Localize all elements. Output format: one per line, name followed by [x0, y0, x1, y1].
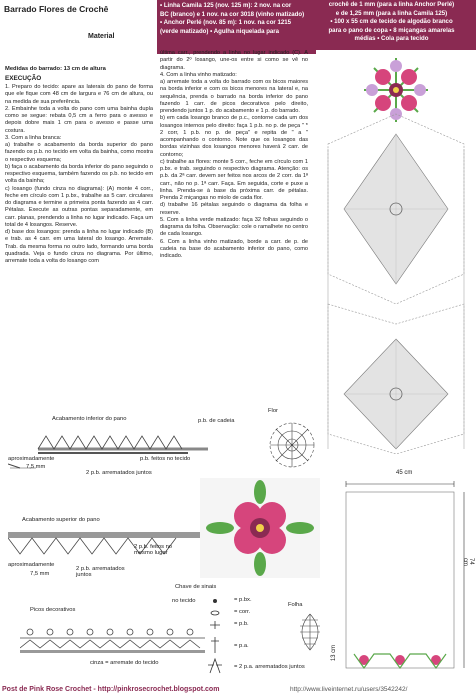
paragraph: 2. Embainhe toda a volta do pano com uma bainha dupla como se segue: rebata 0,5 cm a ferro para o avesso e depois dobre mais 1 cm para o avesso e passe uma costura. [5, 105, 153, 134]
picos-diagram [20, 618, 210, 658]
flower-label: Flor [268, 408, 278, 414]
material-heading: Material [88, 33, 115, 40]
key-item: = p.bx. [234, 597, 252, 603]
dimension-label: 7,5 mm [26, 464, 46, 470]
width-dimension: 45 cm [396, 470, 413, 476]
approx-label: aproximadamente [8, 562, 55, 568]
materials-line: • Anchor Perlé (nov. 85 m): 1 nov. na cor 1215 [160, 19, 292, 27]
measurements-label: Medidas do barrado: 13 cm de altura [5, 66, 106, 72]
height-dimension: 74 cm [462, 558, 474, 566]
materials-line: médias • Cola para tecido [354, 35, 429, 43]
paragraph: a) trabalhe o acabamento da borda superior do pano fazendo os p.b. no tecido em volta da bainha, como mostra o respectivo esquema; [5, 142, 153, 163]
paragraph: a) arremate toda a volta do barrado com os bicos maiores na borda inferior e com os bicos menores na lateral e, na sequência, prenda o barrado na borda inferior do pano fazendo 1 carr. de picos decorativos pelo direito, prendendo juntos 1 p. do acabamento e 1 p. do barrado. [160, 79, 308, 114]
materials-line: e de 1,25 mm (para a linha Camila 125) [335, 9, 448, 17]
materials-line: para o pano de copa • 8 miçangas amarelas [328, 26, 455, 34]
paragraph: c) trabalhe as flores: monte 5 corr., feche em círculo com 1 p.bx. e trab. seguindo o respectivo diagrama. Atenção: os p.b. da 2ª carr. devem ser feitos nos arcos de 2 corr. da 1ª carr., não no p. 1ª carr. Faça. Em seguida, corte e puxe a linha. Prenda-se à base da próxima carr. de pétalas. Prenda 2 miçangas no miolo de cada flor. [160, 158, 308, 201]
paragraph: 4. Com a linha vinho matizado: [160, 71, 237, 78]
flower-diagram [262, 415, 322, 475]
materials-line: crochê de 1 mm (para a linha Anchor Perlé) [328, 1, 455, 8]
flower-photo [200, 478, 320, 578]
pb-arrematados-label: 2 p.b. arrematados juntos [86, 470, 152, 476]
paragraph: 3. Com a linha branca: [5, 134, 62, 141]
materials-line: (verde matizado) • Agulha niquelada para [160, 27, 280, 35]
paragraph: d) base dos losangos: prenda a linha no lugar indicado (B) e trab. as 4 carr. em uma lateral do losango. Arremate. Trab. da mesma forma no outro lado, formando uma borda quadrada. Veja o fundo cinza no diagrama. Por último, arremate toda a volta do losango com [5, 229, 153, 264]
key-item: = p.a. [234, 643, 249, 649]
double-crochet-symbol [211, 637, 219, 653]
two-dc-together-symbol [208, 659, 222, 673]
bottom-finish-title: Acabamento inferior do pano [52, 416, 127, 422]
paragraph: d) trabalhe 16 pétalas seguindo o diagrama da folha e reserve. [160, 202, 308, 216]
pb-tecido-label: p.b. feitos no tecido [140, 456, 191, 462]
footer-watermark: http://www.liveinternet.ru/users/3542242/ [290, 686, 408, 693]
pb-mesmo-lugar-label: 2 p.b. feitos no mesmo lugar [134, 544, 173, 556]
materials-line: • Linha Camila 125 (nov. 125 m): 2 nov. na cor [160, 2, 292, 9]
paragraph: 1. Preparo do tecido: apare as laterais do pano de forma que ele fique com 48 cm de largura e 76 cm de altura, ou na medida de sua preferência. [5, 84, 153, 105]
key-item: = p.b. [234, 621, 249, 627]
key-symbols [200, 595, 230, 675]
paragraph: b) faça o acabamento da borda inferior do pano seguindo o respectivo esquema, também fazendo os p.b. no tecido em volta da bainha; [5, 163, 153, 185]
leaf-diagram [290, 612, 330, 652]
flower-motif-graphic [364, 58, 428, 122]
paragraph: b) em cada losango branco de p.c., contorne cada um dos losangos internos pelo direito: faça 1 p.b. no p. de peça " * 2 corr, 1 p.b. no p. de peça" e repita de " a " acompanhando o contorno. Note que os losangos das bordas vizinhas dos losangos menores haverá 2 carr. de contorno; [160, 115, 308, 158]
towel-diagram [342, 478, 472, 678]
pb-arrematados-label: 2 p.b. arrematados juntos [76, 566, 125, 578]
materials-box-left [157, 0, 316, 54]
paragraph: c) losango (fundo cinza no diagrama): (A) monte 4 corr., feche em círculo com 1 p.bx., trabalhe as 5 carr. circulares do diagrama e termine a primeira ponta fazendo as 4 carr. Pétalas. Execute as outras pontas separadamente, em carr. planas, prendendo a linha no lugar indicado. Faça um total de 4 losangos. Reserve. [5, 185, 153, 228]
single-crochet-symbol [210, 621, 220, 629]
paragraph: 5. Com a linha verde matizado: faça 32 folhas seguindo o diagrama da folha. Observação: cole o ramalhete no centro de cada losango. [160, 216, 308, 238]
materials-line: • 100 x 55 cm de tecido de algodão branco [330, 18, 453, 26]
dimension-label: 7,5 mm [30, 571, 50, 577]
key-item: = 2 p.a. arrematados juntos [234, 664, 305, 670]
paragraph: última carr., prendendo a linha no lugar indicado (C). A partir do 2º losango, une-os entre si como se vê no diagrama. [160, 50, 308, 71]
instructions-column-2 [160, 50, 308, 260]
picos-title: Picos decorativos [30, 607, 76, 613]
top-finish-title: Acabamento superior do pano [22, 517, 100, 523]
cinza-note: cinza = arremate do tecido [90, 660, 159, 666]
key-item: = corr. [234, 609, 251, 615]
border-diagram [318, 54, 476, 454]
paragraph: 6. Com a linha vinho matizado, borde a carr. de p. de cadeia na base do acabamento inferior do pano, como indicado. [160, 238, 308, 259]
instructions-column-1 [5, 84, 153, 265]
pb-cadeia-label: p.b. de cadeia [198, 418, 235, 424]
page-title: Barrado Flores de Crochê [4, 4, 109, 14]
leaf-label: Folha [288, 602, 303, 608]
border-height-dimension: 13 cm [331, 644, 338, 662]
execution-heading: EXECUÇÃO [5, 75, 42, 82]
no-tecido-label: no tecido [172, 598, 196, 604]
chain-symbol [211, 611, 219, 615]
materials-line: BC (branco) e 1 nov. na cor 3018 (vinho matizado) [160, 10, 305, 18]
key-title: Chave de sinais [175, 584, 217, 590]
slip-stitch-symbol [213, 599, 217, 603]
materials-box-right [307, 0, 476, 50]
footer-credit: Post de Pink Rose Crochet - http://pinkrosecrochet.blogspot.com [2, 686, 220, 693]
approx-label: aproximadamente [8, 456, 55, 462]
